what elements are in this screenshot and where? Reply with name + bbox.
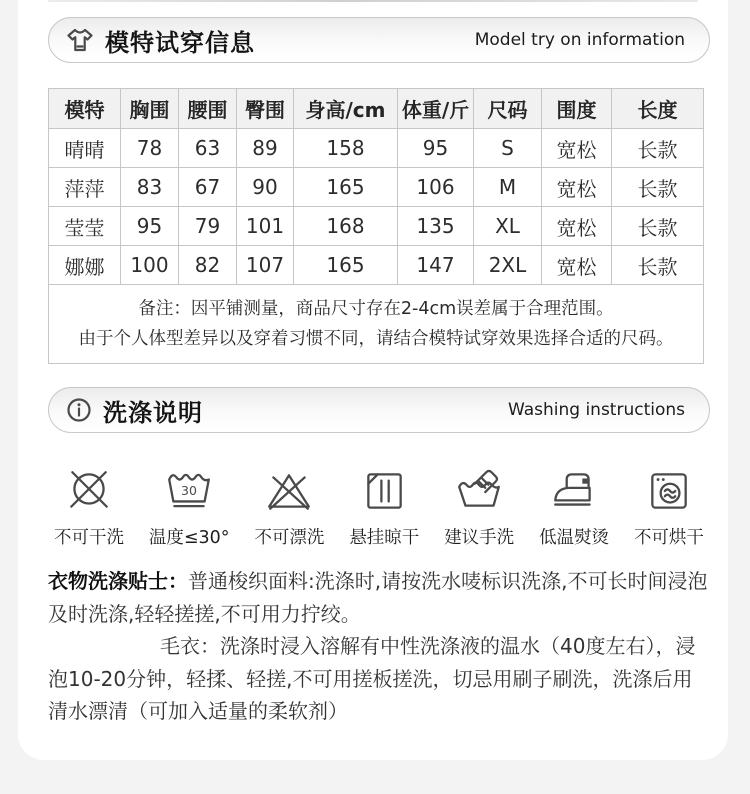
cell-girth-fit: 宽松 <box>542 207 612 246</box>
section-divider <box>48 0 698 2</box>
fit-section-title: 模特试穿信息 <box>105 28 255 57</box>
care-item-no-dry-clean <box>54 466 124 549</box>
cell-model: 娜娜 <box>49 246 121 285</box>
fit-section-subtitle: Model try on information <box>474 30 685 50</box>
cell-height: 168 <box>294 207 398 246</box>
cell-size: M <box>474 168 542 207</box>
no-dry-clean-icon <box>64 466 114 516</box>
cell-waist: 82 <box>179 246 237 285</box>
cell-weight: 106 <box>398 168 474 207</box>
care-item-no-tumble-dry <box>634 466 704 549</box>
washing-tips <box>48 565 708 728</box>
fit-table-row <box>49 168 704 207</box>
svg-text:30: 30 <box>181 483 198 499</box>
care-icons-row <box>48 466 710 549</box>
col-header-size: 尺码 <box>474 89 542 129</box>
washing-tips-text-1: 普通梭织面料:洗涤时,请按洗水唛标识洗涤,不可长时间浸泡及时洗涤,轻轻搓搓,不可用力拧绞。 <box>48 569 708 626</box>
cell-girth-fit: 宽松 <box>542 168 612 207</box>
care-item-no-bleach <box>254 466 324 549</box>
col-header-model: 模特 <box>49 89 121 129</box>
cell-hip: 90 <box>237 168 294 207</box>
care-item-low-iron <box>539 466 609 549</box>
hand-wash-icon <box>454 466 504 516</box>
cell-weight: 135 <box>398 207 474 246</box>
wash-section-header <box>48 387 710 433</box>
care-label: 悬挂晾干 <box>349 528 420 548</box>
col-header-bust: 胸围 <box>121 89 179 129</box>
cell-bust: 78 <box>121 129 179 168</box>
size-note-line-1: 备注：因平铺测量，商品尺寸存在2-4cm误差属于合理范围。 <box>138 299 614 319</box>
cell-size: 2XL <box>474 246 542 285</box>
col-header-weight: 体重/斤 <box>398 89 474 129</box>
fit-table-note-row <box>49 285 704 364</box>
cell-length: 长款 <box>612 168 704 207</box>
no-tumble-dry-icon <box>644 466 694 516</box>
fit-section-header <box>48 17 710 63</box>
care-label: 温度≤30° <box>148 528 230 548</box>
washing-tips-paragraph-2: 毛衣：洗涤时浸入溶解有中性洗涤液的温水（40度左右），浸泡10-20分钟，轻揉、轻搓,不可用搓板搓洗，切忌用刷子刷洗，洗涤后用清水漂清（可加入适量的柔软剂） <box>48 634 696 723</box>
wash-section-title: 洗涤说明 <box>103 398 203 427</box>
cell-model: 晴晴 <box>49 129 121 168</box>
fit-table-row <box>49 129 704 168</box>
wash-section-subtitle: Washing instructions <box>507 400 685 420</box>
cell-girth-fit: 宽松 <box>542 246 612 285</box>
cell-weight: 95 <box>398 129 474 168</box>
no-bleach-icon <box>264 466 314 516</box>
care-item-hang-dry <box>349 466 419 549</box>
col-header-height: 身高/cm <box>294 89 398 129</box>
cell-hip: 89 <box>237 129 294 168</box>
care-label: 不可漂洗 <box>254 528 325 548</box>
size-note-line-2: 由于个人体型差异以及穿着习惯不同，请结合模特试穿效果选择合适的尺码。 <box>78 329 674 349</box>
fit-table-header-row <box>49 89 704 129</box>
info-icon <box>65 396 93 424</box>
fit-table-row <box>49 207 704 246</box>
cell-size: XL <box>474 207 542 246</box>
cell-length: 长款 <box>612 129 704 168</box>
care-label: 不可干洗 <box>54 528 124 548</box>
col-header-hip: 臀围 <box>237 89 294 129</box>
cell-model: 萍萍 <box>49 168 121 207</box>
hang-dry-icon <box>359 466 409 516</box>
cell-hip: 107 <box>237 246 294 285</box>
care-item-hand-wash <box>444 466 514 549</box>
col-header-waist: 腰围 <box>179 89 237 129</box>
cell-waist: 79 <box>179 207 237 246</box>
cell-waist: 67 <box>179 168 237 207</box>
tshirt-icon <box>65 25 95 55</box>
product-detail-card <box>18 0 728 760</box>
washing-tips-lead: 衣物洗涤贴士： <box>48 569 188 593</box>
cell-length: 长款 <box>612 246 704 285</box>
cell-length: 长款 <box>612 207 704 246</box>
size-note <box>49 285 704 364</box>
washing-tips-paragraph-1 <box>48 565 708 630</box>
care-label: 低温熨烫 <box>539 528 610 548</box>
cell-height: 158 <box>294 129 398 168</box>
care-label: 建议手洗 <box>444 528 515 548</box>
cell-model: 莹莹 <box>49 207 121 246</box>
low-iron-icon <box>549 466 599 516</box>
fit-table <box>48 88 704 364</box>
cell-size: S <box>474 129 542 168</box>
cell-waist: 63 <box>179 129 237 168</box>
col-header-length: 长度 <box>612 89 704 129</box>
cell-weight: 147 <box>398 246 474 285</box>
cell-height: 165 <box>294 246 398 285</box>
col-header-girth-fit: 围度 <box>542 89 612 129</box>
cell-hip: 101 <box>237 207 294 246</box>
cell-height: 165 <box>294 168 398 207</box>
cell-bust: 83 <box>121 168 179 207</box>
cell-bust: 100 <box>121 246 179 285</box>
fit-table-row <box>49 246 704 285</box>
cell-girth-fit: 宽松 <box>542 129 612 168</box>
care-label: 不可烘干 <box>633 528 704 548</box>
care-item-wash-max-30 <box>149 466 230 549</box>
wash-max-30-icon <box>164 466 214 516</box>
cell-bust: 95 <box>121 207 179 246</box>
